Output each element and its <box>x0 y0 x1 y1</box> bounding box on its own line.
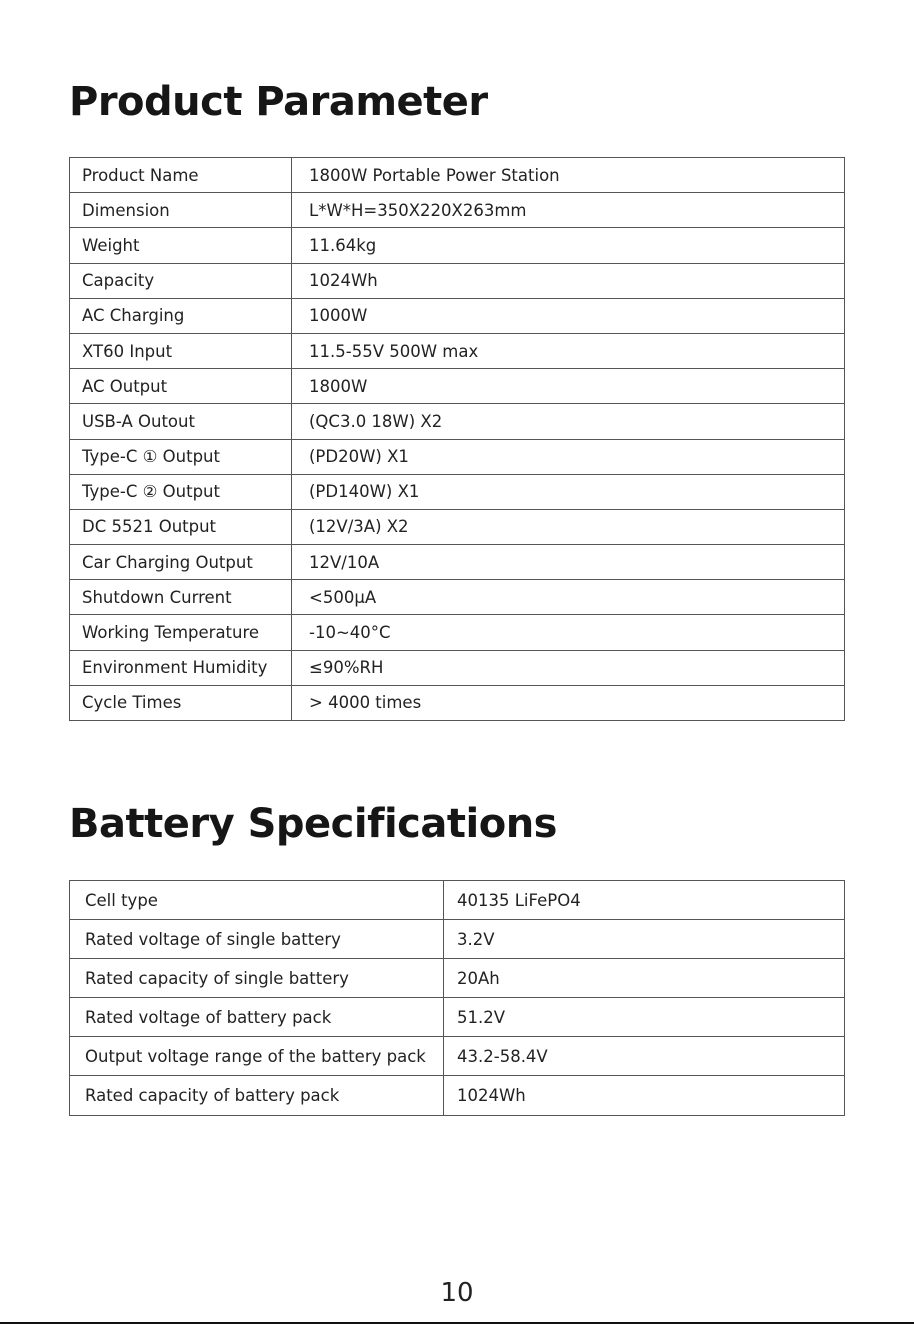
param-label: AC Charging <box>70 298 292 333</box>
param-label: Environment Humidity <box>70 650 292 685</box>
table-row <box>70 158 845 193</box>
table-row <box>70 959 845 998</box>
table-row <box>70 404 845 439</box>
spec-label: Rated voltage of battery pack <box>70 998 444 1037</box>
table-row <box>70 193 845 228</box>
param-value: <500μA <box>292 580 845 615</box>
table-row <box>70 369 845 404</box>
param-value: > 4000 times <box>292 685 845 720</box>
table-row <box>70 545 845 580</box>
param-value: 11.5-55V 500W max <box>292 333 845 368</box>
table-row <box>70 474 845 509</box>
param-label: Cycle Times <box>70 685 292 720</box>
table-row <box>70 509 845 544</box>
spec-value: 51.2V <box>444 998 845 1037</box>
param-label: USB-A Outout <box>70 404 292 439</box>
table-row <box>70 685 845 720</box>
param-value: 1000W <box>292 298 845 333</box>
param-value: 1800W <box>292 369 845 404</box>
product-parameter-heading: Product Parameter <box>69 79 488 125</box>
spec-value: 1024Wh <box>444 1076 845 1115</box>
param-value: (12V/3A) X2 <box>292 509 845 544</box>
spec-label: Rated capacity of battery pack <box>70 1076 444 1115</box>
spec-label: Rated capacity of single battery <box>70 959 444 998</box>
spec-label: Cell type <box>70 881 444 920</box>
param-value: L*W*H=350X220X263mm <box>292 193 845 228</box>
spec-label: Output voltage range of the battery pack <box>70 1037 444 1076</box>
battery-specifications-table <box>69 880 845 1116</box>
table-row <box>70 920 845 959</box>
table-row <box>70 580 845 615</box>
page-number: 10 <box>440 1278 474 1308</box>
param-label: Product Name <box>70 158 292 193</box>
table-row <box>70 439 845 474</box>
table-row <box>70 1076 845 1115</box>
param-label: Dimension <box>70 193 292 228</box>
table-row <box>70 228 845 263</box>
table-row <box>70 1037 845 1076</box>
param-value: (QC3.0 18W) X2 <box>292 404 845 439</box>
param-label: Car Charging Output <box>70 545 292 580</box>
param-label: Working Temperature <box>70 615 292 650</box>
table-row <box>70 615 845 650</box>
param-label: AC Output <box>70 369 292 404</box>
param-value: 12V/10A <box>292 545 845 580</box>
spec-value: 40135 LiFePO4 <box>444 881 845 920</box>
table-row <box>70 998 845 1037</box>
spec-label: Rated voltage of single battery <box>70 920 444 959</box>
table-row <box>70 333 845 368</box>
param-label: Type-C ① Output <box>70 439 292 474</box>
param-value: (PD20W) X1 <box>292 439 845 474</box>
spec-value: 20Ah <box>444 959 845 998</box>
param-value: 1800W Portable Power Station <box>292 158 845 193</box>
param-label: DC 5521 Output <box>70 509 292 544</box>
battery-specifications-heading: Battery Specifications <box>69 801 557 847</box>
param-label: Shutdown Current <box>70 580 292 615</box>
param-label: XT60 Input <box>70 333 292 368</box>
table-row <box>70 650 845 685</box>
product-parameter-table <box>69 157 845 721</box>
param-value: 1024Wh <box>292 263 845 298</box>
spec-value: 43.2-58.4V <box>444 1037 845 1076</box>
table-row <box>70 881 845 920</box>
spec-value: 3.2V <box>444 920 845 959</box>
param-value: -10~40°C <box>292 615 845 650</box>
param-label: Weight <box>70 228 292 263</box>
param-value: (PD140W) X1 <box>292 474 845 509</box>
param-label: Capacity <box>70 263 292 298</box>
param-value: 11.64kg <box>292 228 845 263</box>
table-row <box>70 298 845 333</box>
param-label: Type-C ② Output <box>70 474 292 509</box>
param-value: ≤90%RH <box>292 650 845 685</box>
table-row <box>70 263 845 298</box>
